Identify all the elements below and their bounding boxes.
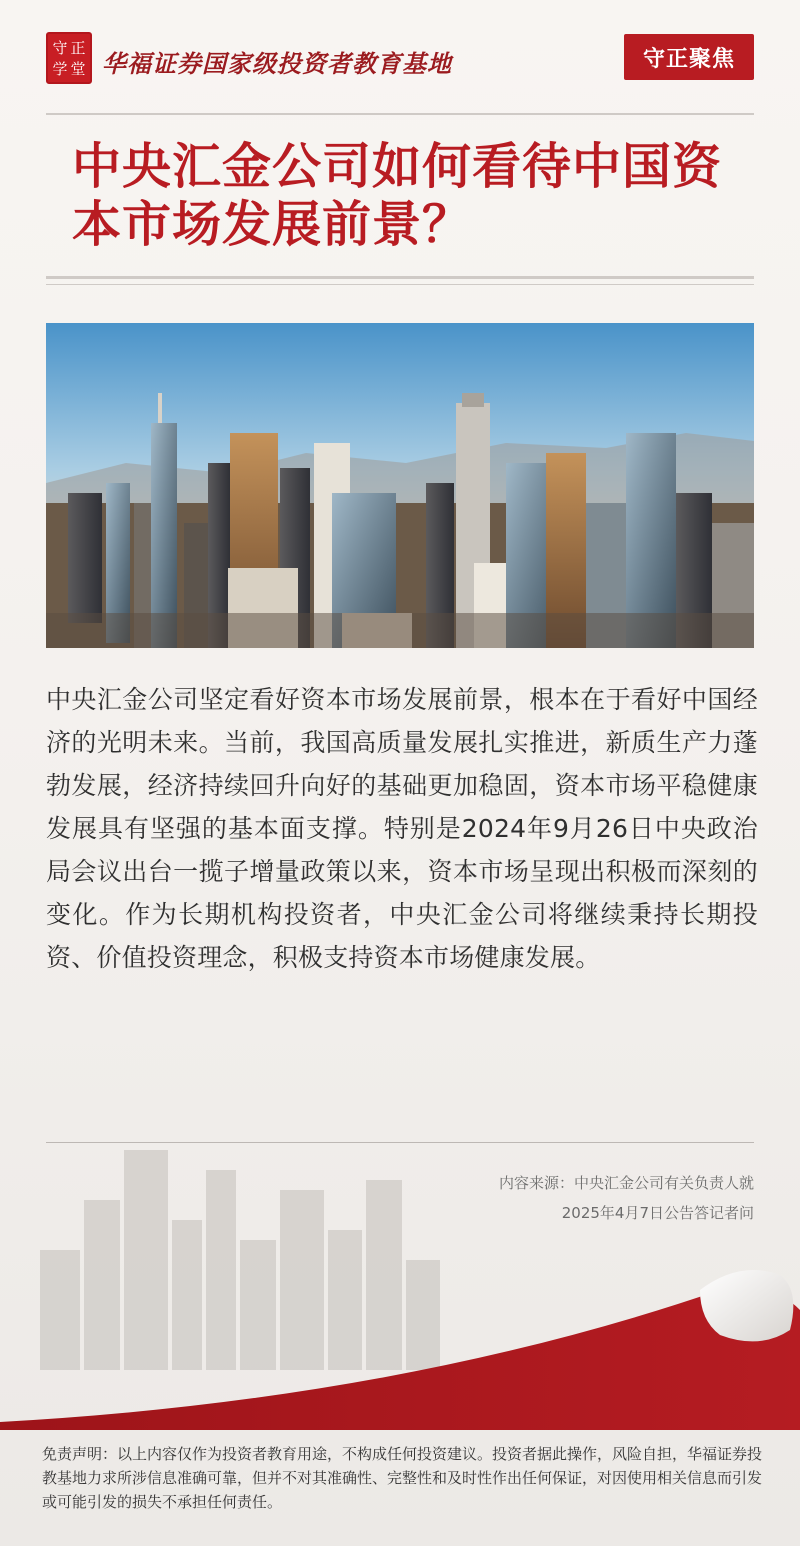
header: [46, 28, 754, 90]
seal-char: 堂: [70, 59, 86, 78]
source-line: 内容来源：中央汇金公司有关负责人就: [498, 1174, 754, 1192]
page-title: 中央汇金公司如何看待中国资本市场发展前景？: [72, 138, 723, 253]
divider: [46, 113, 754, 115]
page-curl-decoration: [0, 1250, 800, 1430]
divider: [46, 276, 754, 279]
org-name: 华福证券国家级投资者教育基地: [102, 49, 452, 78]
seal-logo: [46, 32, 92, 84]
article-body: 中央汇金公司坚定看好资本市场发展前景，根本在于看好中国经济的光明未来。当前，我国高质量发展扎实推进，新质生产力蓬勃发展，经济持续回升向好的基础更加稳固，资本市场平稳健康发展具有坚强的基本面支撑。特别是2024年9月26日中央政治局会议出台一揽子增量政策以来，资本市场呈现出积极而深刻的变化。作为长期机构投资者，中央汇金公司将继续秉持长期投资、价值投资理念，积极支持资本市场健康发展。: [46, 685, 758, 972]
seal-char: 学: [52, 59, 68, 78]
disclaimer: 免责声明：以上内容仅作为投资者教育用途，不构成任何投资建议。投资者据此操作，风险自担，华福证券投教基地力求所涉信息准确可靠，但并不对其准确性、完整性和及时性作出任何保证，对因使用相关信息而引发或可能引发的损失不承担任何责任。: [42, 1445, 763, 1511]
divider: [46, 284, 754, 285]
content-source: [499, 1168, 754, 1228]
city-skyline-photo: [46, 323, 754, 648]
seal-char: 正: [70, 38, 86, 57]
seal-char: 守: [52, 38, 68, 57]
source-line: 2025年4月7日公告答记者问: [561, 1204, 754, 1222]
column-badge: 守正聚焦: [624, 34, 754, 80]
